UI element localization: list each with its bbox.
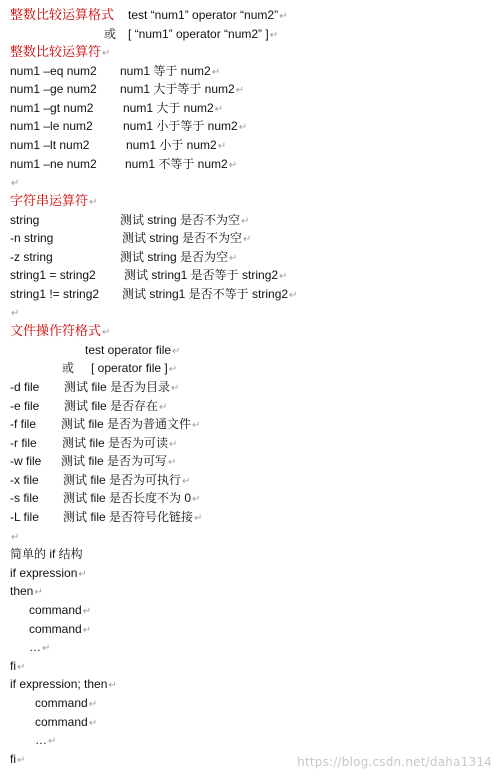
int-op-row: num1 –ne num2 num1 不等于 num2↵ — [10, 157, 238, 171]
file-ops-format2: [ operator file ]↵ — [91, 361, 178, 375]
code-line: if expression↵ — [10, 566, 87, 580]
code-line: fi↵ — [10, 752, 26, 766]
int-op-row: num1 –eq num2 num1 等于 num2↵ — [10, 64, 221, 78]
blank-line: ↵ — [11, 178, 20, 189]
blank-line: ↵ — [11, 308, 20, 319]
code-line: command↵ — [29, 622, 92, 636]
file-op-row: -f file 测试 file 是否为普通文件↵ — [10, 417, 201, 431]
code-line: …↵ — [29, 640, 51, 654]
str-op-row: -n string 测试 string 是否不为空↵ — [10, 231, 252, 245]
file-op-row: -x file 测试 file 是否为可执行↵ — [10, 473, 191, 487]
file-ops-or: 或 — [62, 361, 75, 375]
file-ops-format1: test operator file↵ — [85, 343, 181, 357]
code-line: then↵ — [10, 584, 43, 598]
file-op-row: -d file 测试 file 是否为目录↵ — [10, 380, 180, 394]
watermark-url: https://blog.csdn.net/daha1314 — [297, 755, 492, 769]
file-op-row: -w file 测试 file 是否为可写↵ — [10, 454, 177, 468]
int-ops-title: 整数比较运算符↵ — [10, 44, 111, 59]
file-op-row: -e file 测试 file 是否存在↵ — [10, 399, 168, 413]
str-op-row: string1 != string2 测试 string1 是否不等于 string2↵ — [10, 287, 298, 301]
if-struct-title: 简单的 if 结构 — [10, 547, 83, 561]
int-compare-format2: [ “num1” operator “num2” ]↵ — [128, 27, 279, 41]
file-op-row: -L file 测试 file 是否符号化链接↵ — [10, 510, 203, 524]
code-line: if expression; then↵ — [10, 677, 117, 691]
int-op-row: num1 –ge num2 num1 大于等于 num2↵ — [10, 82, 245, 96]
code-line: …↵ — [35, 733, 57, 747]
int-op-row: num1 –lt num2 num1 小于 num2↵ — [10, 138, 227, 152]
str-op-row: string1 = string2 测试 string1 是否等于 string2↵ — [10, 268, 288, 282]
code-line: fi↵ — [10, 659, 26, 673]
int-compare-or: 或 — [104, 27, 117, 41]
file-op-row: -r file 测试 file 是否为可读↵ — [10, 436, 178, 450]
int-compare-format1: test “num1” operator “num2”↵ — [128, 8, 288, 22]
int-op-row: num1 –le num2 num1 小于等于 num2↵ — [10, 119, 248, 133]
file-op-row: -s file 测试 file 是否长度不为 0↵ — [10, 491, 201, 505]
blank-line: ↵ — [11, 532, 20, 543]
str-op-row: string 测试 string 是否不为空↵ — [10, 213, 250, 227]
str-op-row: -z string 测试 string 是否为空↵ — [10, 250, 238, 264]
code-line: command↵ — [35, 715, 98, 729]
int-op-row: num1 –gt num2 num1 大于 num2↵ — [10, 101, 224, 115]
code-line: command↵ — [35, 696, 98, 710]
str-ops-title: 字符串运算符↵ — [10, 193, 98, 208]
int-compare-title: 整数比较运算格式 — [10, 7, 115, 22]
file-ops-title: 文件操作符格式↵ — [10, 323, 111, 338]
code-line: command↵ — [29, 603, 92, 617]
